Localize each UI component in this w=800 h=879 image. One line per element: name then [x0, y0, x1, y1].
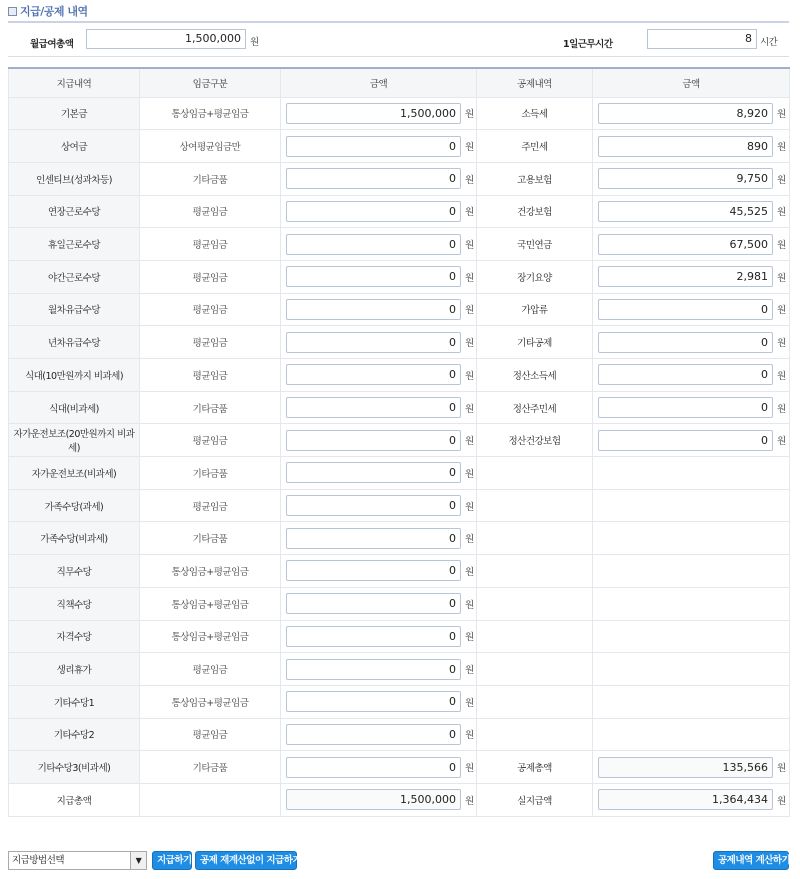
pay-item-name: 년차유급수당	[9, 326, 140, 359]
deduction-amount-cell	[593, 326, 790, 359]
deduction-amount-unit: 원	[777, 338, 786, 350]
pay-item-name: 식대(10만원까지 비과세)	[9, 359, 140, 392]
deduction-item-name: 소득세	[477, 97, 593, 130]
chevron-down-icon[interactable]: ▼	[130, 852, 146, 869]
pay-amount-input[interactable]: 0	[286, 659, 461, 680]
table-row	[9, 162, 790, 195]
deduction-amount-cell	[593, 424, 790, 457]
pay-amount-cell	[281, 555, 477, 588]
table-row	[9, 359, 790, 392]
pay-amount-unit: 원	[465, 697, 474, 709]
pay-item-name: 가족수당(과세)	[9, 489, 140, 522]
pay-amount-input[interactable]: 0	[286, 495, 461, 516]
pay-amount-cell	[281, 195, 477, 228]
pay-amount-unit: 원	[465, 534, 474, 546]
deduction-amount-input[interactable]: 0	[598, 397, 773, 418]
pay-item-name: 기타수당1	[9, 685, 140, 718]
deduction-item-name	[477, 522, 593, 555]
deduction-item-name	[477, 555, 593, 588]
deduction-amount-unit: 원	[777, 174, 786, 186]
net-pay-unit: 원	[777, 795, 786, 807]
deduction-item-name: 정산건강보험	[477, 424, 593, 457]
wage-type: 기타금품	[140, 457, 281, 490]
pay-item-name: 휴일근로수당	[9, 228, 140, 261]
deduction-item-name: 국민연금	[477, 228, 593, 261]
table-row	[9, 260, 790, 293]
pay-button[interactable]: 지급하기	[152, 851, 192, 870]
table-row	[9, 620, 790, 653]
deduction-amount-unit: 원	[777, 109, 786, 121]
bottom-toolbar	[8, 850, 789, 872]
pay-amount-unit: 원	[465, 109, 474, 121]
pay-item-name: 기타수당3(비과세)	[9, 751, 140, 784]
wage-type: 통상임금+평균임금	[140, 620, 281, 653]
deduction-item-name: 고용보험	[477, 162, 593, 195]
deduction-amount-unit: 원	[777, 272, 786, 284]
pay-amount-cell	[281, 653, 477, 686]
wage-type: 평균임금	[140, 293, 281, 326]
pay-amount-input[interactable]: 0	[286, 201, 461, 222]
pay-amount-cell	[281, 587, 477, 620]
wage-type: 평균임금	[140, 718, 281, 751]
pay-amount-unit: 원	[465, 468, 474, 480]
pay-total-blank	[140, 783, 281, 816]
pay-amount-input[interactable]: 0	[286, 364, 461, 385]
monthly-total-input[interactable]: 1,500,000	[86, 29, 246, 49]
table-row	[9, 424, 790, 457]
deduction-amount-input[interactable]: 890	[598, 136, 773, 157]
table-row	[9, 457, 790, 490]
deduction-amount-cell	[593, 130, 790, 163]
deduction-amount-cell	[593, 359, 790, 392]
pay-amount-input[interactable]: 1,500,000	[286, 103, 461, 124]
title-divider	[8, 21, 789, 23]
pay-amount-cell	[281, 293, 477, 326]
table-row	[9, 718, 790, 751]
pay-amount-input[interactable]: 0	[286, 757, 461, 778]
deduction-item-name: 공제총액	[477, 751, 593, 784]
pay-amount-cell	[281, 97, 477, 130]
pay-item-name: 생리휴가	[9, 653, 140, 686]
wage-type: 기타금품	[140, 751, 281, 784]
deduction-amount-cell	[593, 260, 790, 293]
pay-amount-unit: 원	[465, 566, 474, 578]
pay-amount-input[interactable]: 0	[286, 724, 461, 745]
deduction-amount-cell	[593, 228, 790, 261]
pay-amount-unit: 원	[465, 763, 474, 775]
pay-item-name: 월차유급수당	[9, 293, 140, 326]
pay-amount-cell	[281, 424, 477, 457]
pay-item-name: 연장근로수당	[9, 195, 140, 228]
pay-amount-unit: 원	[465, 370, 474, 382]
wage-type: 통상임금+평균임금	[140, 587, 281, 620]
net-pay-value: 1,364,434	[598, 789, 773, 810]
pay-amount-unit: 원	[465, 730, 474, 742]
deduction-amount-input[interactable]: 0	[598, 332, 773, 353]
wage-type: 기타금품	[140, 162, 281, 195]
pay-total-label: 지급총액	[9, 783, 140, 816]
header-deduction-item: 공제내역	[477, 68, 593, 97]
pay-amount-input[interactable]: 0	[286, 560, 461, 581]
pay-deduction-table	[8, 67, 790, 817]
pay-amount-cell	[281, 718, 477, 751]
header-wage-type: 임금구분	[140, 68, 281, 97]
table-row	[9, 391, 790, 424]
deduction-amount-cell	[593, 522, 790, 555]
payment-method-select[interactable]	[8, 851, 147, 870]
deduction-item-name: 정산소득세	[477, 359, 593, 392]
pay-amount-input[interactable]: 0	[286, 462, 461, 483]
wage-type: 기타금품	[140, 391, 281, 424]
deduction-item-name	[477, 457, 593, 490]
deduction-item-name: 장기요양	[477, 260, 593, 293]
deduction-amount-input[interactable]: 0	[598, 364, 773, 385]
monthly-total-label: 월급여총액	[30, 39, 74, 50]
deduction-amount-cell	[593, 489, 790, 522]
pay-amount-cell	[281, 162, 477, 195]
deduction-amount-cell	[593, 653, 790, 686]
pay-amount-unit: 원	[465, 403, 474, 415]
deduction-item-name	[477, 653, 593, 686]
deduction-item-name: 기타공제	[477, 326, 593, 359]
header-deduction-amount: 금액	[593, 68, 790, 97]
pay-without-recalc-button[interactable]: 공제 재계산없이 지급하기	[195, 851, 297, 870]
pay-amount-unit: 원	[465, 142, 474, 154]
deduction-amount-input[interactable]: 2,981	[598, 266, 773, 287]
pay-total-unit: 원	[465, 795, 474, 807]
table-row	[9, 489, 790, 522]
deduction-amount-cell	[593, 457, 790, 490]
pay-amount-cell	[281, 228, 477, 261]
pay-amount-input[interactable]: 0	[286, 266, 461, 287]
deduction-amount-input[interactable]: 67,500	[598, 234, 773, 255]
pay-amount-cell	[281, 751, 477, 784]
header-pay-item: 지급내역	[9, 68, 140, 97]
wage-type: 평균임금	[140, 653, 281, 686]
pay-amount-cell	[281, 130, 477, 163]
wage-type: 상여평균임금만	[140, 130, 281, 163]
pay-amount-unit: 원	[465, 338, 474, 350]
wage-type: 평균임금	[140, 489, 281, 522]
deduction-item-name: 건강보험	[477, 195, 593, 228]
deduction-item-name	[477, 718, 593, 751]
table-row	[9, 195, 790, 228]
table-row	[9, 751, 790, 784]
pay-amount-unit: 원	[465, 665, 474, 677]
pay-item-name: 자가운전보조(20만원까지 비과세)	[9, 424, 140, 457]
deduction-amount-cell	[593, 195, 790, 228]
table-row	[9, 587, 790, 620]
pay-amount-cell	[281, 522, 477, 555]
pay-item-name: 인센티브(성과차등)	[9, 162, 140, 195]
table-row	[9, 653, 790, 686]
pay-item-name: 기본금	[9, 97, 140, 130]
deduction-amount-cell	[593, 620, 790, 653]
pay-amount-input[interactable]: 0	[286, 332, 461, 353]
deduction-amount-unit: 원	[777, 763, 786, 775]
deduction-amount-unit: 원	[777, 142, 786, 154]
pay-item-name: 직책수당	[9, 587, 140, 620]
section-title-text: 지급/공제 내역	[20, 5, 88, 18]
deduction-amount-cell	[593, 555, 790, 588]
pay-amount-input[interactable]: 0	[286, 136, 461, 157]
pay-amount-cell	[281, 685, 477, 718]
table-row	[9, 130, 790, 163]
pay-amount-input[interactable]: 0	[286, 691, 461, 712]
wage-type: 통상임금+평균임금	[140, 97, 281, 130]
deduction-amount-cell	[593, 391, 790, 424]
table-row	[9, 228, 790, 261]
pay-amount-input[interactable]: 0	[286, 593, 461, 614]
pay-item-name: 기타수당2	[9, 718, 140, 751]
pay-amount-cell	[281, 489, 477, 522]
deduction-amount-unit: 원	[777, 207, 786, 219]
net-pay-label: 실지급액	[477, 783, 593, 816]
pay-item-name: 자격수당	[9, 620, 140, 653]
pay-amount-input[interactable]: 0	[286, 430, 461, 451]
wage-type: 평균임금	[140, 260, 281, 293]
deduction-item-name	[477, 587, 593, 620]
deduction-amount-input[interactable]: 9,750	[598, 168, 773, 189]
pay-amount-cell	[281, 457, 477, 490]
pay-amount-unit: 원	[465, 207, 474, 219]
pay-item-name: 자가운전보조(비과세)	[9, 457, 140, 490]
deduction-amount-input[interactable]: 0	[598, 299, 773, 320]
wage-type: 기타금품	[140, 522, 281, 555]
deduction-amount-cell	[593, 162, 790, 195]
daily-hours-input[interactable]: 8	[647, 29, 757, 49]
pay-amount-input[interactable]: 0	[286, 234, 461, 255]
pay-amount-unit: 원	[465, 174, 474, 186]
pay-amount-input[interactable]: 0	[286, 168, 461, 189]
deduction-item-name	[477, 489, 593, 522]
pay-amount-input[interactable]: 0	[286, 626, 461, 647]
deduction-item-name	[477, 685, 593, 718]
deduction-item-name: 정산주민세	[477, 391, 593, 424]
pay-item-name: 가족수당(비과세)	[9, 522, 140, 555]
pay-amount-input[interactable]: 0	[286, 299, 461, 320]
deduction-amount-cell	[593, 293, 790, 326]
monthly-total-unit: 원	[250, 37, 259, 48]
table-row	[9, 97, 790, 130]
pay-amount-input[interactable]: 0	[286, 397, 461, 418]
pay-amount-unit: 원	[465, 305, 474, 317]
pay-total-cell	[281, 783, 477, 816]
pay-amount-cell	[281, 620, 477, 653]
table-header-row	[9, 68, 790, 97]
totals-row	[9, 783, 790, 816]
wage-type: 평균임금	[140, 326, 281, 359]
section-bullet-icon	[8, 7, 17, 16]
pay-item-name: 식대(비과세)	[9, 391, 140, 424]
summary-row	[8, 25, 789, 57]
pay-amount-unit: 원	[465, 272, 474, 284]
deduction-amount-unit: 원	[777, 305, 786, 317]
table-row	[9, 522, 790, 555]
pay-amount-unit: 원	[465, 632, 474, 644]
wage-type: 통상임금+평균임금	[140, 685, 281, 718]
daily-hours-unit: 시간	[760, 37, 778, 48]
calculate-deductions-button[interactable]: 공제내역 계산하기	[713, 851, 789, 870]
table-row	[9, 326, 790, 359]
table-row	[9, 293, 790, 326]
pay-amount-cell	[281, 391, 477, 424]
deduction-amount-input[interactable]: 0	[598, 430, 773, 451]
pay-amount-cell	[281, 359, 477, 392]
pay-total-value: 1,500,000	[286, 789, 461, 810]
deduction-amount-unit: 원	[777, 403, 786, 415]
deduction-amount-cell	[593, 97, 790, 130]
deduction-amount-input: 135,566	[598, 757, 773, 778]
daily-hours-label: 1일근무시간	[563, 39, 613, 50]
deduction-item-name: 가압류	[477, 293, 593, 326]
deduction-item-name: 주민세	[477, 130, 593, 163]
deduction-amount-cell	[593, 685, 790, 718]
wage-type: 평균임금	[140, 359, 281, 392]
pay-item-name: 야간근로수당	[9, 260, 140, 293]
header-amount: 금액	[281, 68, 477, 97]
wage-type: 평균임금	[140, 424, 281, 457]
deduction-amount-unit: 원	[777, 370, 786, 382]
deduction-amount-input[interactable]: 8,920	[598, 103, 773, 124]
wage-type: 평균임금	[140, 195, 281, 228]
wage-type: 평균임금	[140, 228, 281, 261]
deduction-amount-cell	[593, 751, 790, 784]
pay-item-name: 직무수당	[9, 555, 140, 588]
wage-type: 통상임금+평균임금	[140, 555, 281, 588]
pay-amount-cell	[281, 260, 477, 293]
table-row	[9, 555, 790, 588]
section-title	[8, 4, 88, 18]
deduction-amount-input[interactable]: 45,525	[598, 201, 773, 222]
pay-amount-unit: 원	[465, 436, 474, 448]
pay-amount-unit: 원	[465, 599, 474, 611]
deduction-amount-cell	[593, 718, 790, 751]
deduction-item-name	[477, 620, 593, 653]
pay-amount-input[interactable]: 0	[286, 528, 461, 549]
pay-amount-unit: 원	[465, 240, 474, 252]
deduction-amount-unit: 원	[777, 436, 786, 448]
table-row	[9, 685, 790, 718]
pay-item-name: 상여금	[9, 130, 140, 163]
pay-amount-cell	[281, 326, 477, 359]
net-pay-cell	[593, 783, 790, 816]
payment-method-value: 지급방법선택	[12, 855, 65, 866]
deduction-amount-unit: 원	[777, 240, 786, 252]
deduction-amount-cell	[593, 587, 790, 620]
pay-amount-unit: 원	[465, 501, 474, 513]
